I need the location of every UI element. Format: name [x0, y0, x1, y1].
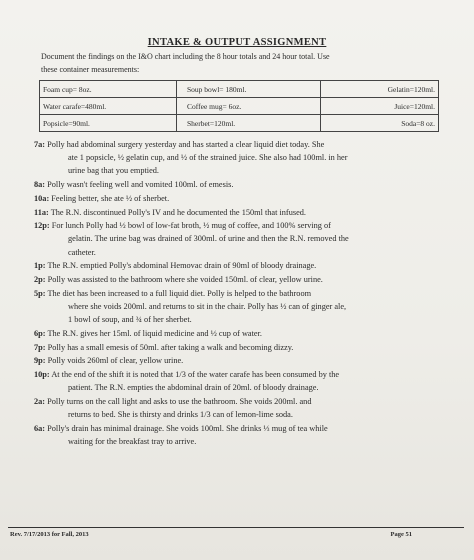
entry-time: 5p: [34, 288, 46, 298]
list-item [34, 287, 444, 327]
entry-text: Polly turns on the call light and asks to use the bathroom. She voids 200ml. and [47, 396, 312, 406]
table-row [40, 98, 439, 115]
list-item [34, 138, 444, 178]
container-measurements-table [39, 80, 439, 132]
entry-line [34, 192, 444, 205]
entry-text: The diet has been increased to a full liquid diet. Polly is helped to the bathroom [47, 288, 312, 298]
table-row [40, 81, 439, 98]
entry-line [34, 354, 444, 367]
entry-line [34, 287, 444, 300]
entry-line [34, 313, 444, 326]
entry-line [34, 300, 444, 313]
footer-divider [8, 527, 464, 528]
instructions [41, 50, 441, 76]
table-cell: Foam cup= 8oz. [40, 81, 177, 98]
entry-text: patient. The R.N. empties the abdominal drain of 20ml. of bloody drainage. [68, 383, 319, 393]
list-item [34, 206, 444, 219]
entry-time: 8a: [34, 180, 46, 190]
list-item [34, 219, 444, 259]
list-item [34, 178, 444, 191]
entry-time: 6p: [34, 328, 46, 338]
entry-text: 1 bowl of soup, and ¾ of her sherbet. [68, 315, 192, 325]
page-title: INTAKE & OUTPUT ASSIGNMENT [147, 37, 327, 48]
entry-line [34, 327, 444, 340]
entry-time: 7a: [34, 140, 46, 149]
table-cell: Popsicle=90ml. [40, 115, 177, 132]
entry-line [34, 273, 444, 286]
entry-line [34, 408, 444, 421]
footer-revision: Rev. 7/17/2013 for Fall, 2013 [10, 531, 89, 538]
list-item [34, 273, 444, 286]
entry-time: 10a: [34, 193, 50, 203]
entry-time: 12p: [34, 221, 50, 231]
entry-line [34, 164, 444, 177]
entry-line [34, 206, 444, 219]
instructions-line: these container measurements: [41, 65, 140, 74]
entry-time: 2p: [34, 275, 46, 285]
list-item [34, 368, 444, 394]
entry-text: The R.N. gives her 15ml. of liquid medicine and ½ cup of water. [47, 328, 262, 338]
entry-text: ate 1 popsicle, ½ gelatin cup, and ½ of the strained juice. She also had 100ml. in her [68, 153, 348, 163]
entry-time: 6a: [34, 423, 46, 433]
table-cell: Soup bowl= 180ml. [177, 81, 321, 98]
entry-line [34, 138, 444, 151]
footer-page-number: Page 51 [390, 531, 412, 538]
entry-line [34, 395, 444, 408]
list-item [34, 192, 444, 205]
table-cell: Juice=120ml. [321, 98, 439, 115]
entry-text: Polly's drain has minimal drainage. She voids 100ml. She drinks ⅓ mug of tea while [47, 423, 328, 433]
entry-text: The R.N. emptied Polly's abdominal Hemovac drain of 90ml of bloody drainage. [47, 261, 317, 271]
entry-text: Polly was assisted to the bathroom where she voided 150ml. of clear, yellow urine. [47, 275, 323, 285]
entry-line [34, 232, 444, 245]
list-item [34, 327, 444, 340]
entry-time: 1p: [34, 261, 46, 271]
entry-text: where she voids 200ml. and returns to sit in the chair. Polly has ½ can of ginger ale, [68, 301, 347, 311]
entry-text: waiting for the breakfast tray to arrive. [68, 436, 197, 446]
entry-line [34, 341, 444, 354]
scenario-entries [34, 138, 444, 449]
table-cell: Sherbet=120ml. [177, 115, 321, 132]
entry-text: catheter. [68, 247, 96, 257]
list-item [34, 341, 444, 354]
list-item [34, 259, 444, 272]
entry-line [34, 381, 444, 394]
entry-text: Polly wasn't feeling well and vomited 100ml. of emesis. [47, 180, 234, 190]
entry-text: Polly voids 260ml of clear, yellow urine. [47, 356, 184, 366]
list-item [34, 395, 444, 421]
entry-text: At the end of the shift it is noted that 1/3 of the water carafe has been consumed by the [51, 369, 340, 379]
entry-text: returns to bed. She is thirsty and drinks 1/3 can of lemon-lime soda. [68, 410, 293, 420]
entry-time: 9p: [34, 356, 46, 366]
entry-line [34, 435, 444, 448]
entry-text: Polly has a small emesis of 50ml. after taking a walk and becoming dizzy. [47, 342, 294, 352]
entry-line [34, 246, 444, 259]
entry-line [34, 368, 444, 381]
entry-text: gelatin. The urine bag was drained of 300ml. of urine and then the R.N. removed the [68, 234, 349, 244]
table-cell: Soda=8 oz. [321, 115, 439, 132]
entry-text: urine bag that you emptied. [68, 166, 160, 176]
entry-text: For lunch Polly had ½ bowl of low-fat broth, ½ mug of coffee, and 100% serving of [51, 221, 331, 231]
entry-text: Feeling better, she ate ½ of sherbet. [51, 193, 170, 203]
table-cell: Coffee mug= 6oz. [177, 98, 321, 115]
instructions-line: Document the findings on the I&O chart including the 8 hour totals and 24 hour total. Use [41, 52, 330, 61]
list-item [34, 422, 444, 448]
entry-line [34, 178, 444, 191]
table-row [40, 115, 439, 132]
entry-line [34, 151, 444, 164]
entry-text: Polly had abdominal surgery yesterday and has started a clear liquid diet today. She [47, 140, 325, 149]
entry-time: 10p: [34, 369, 50, 379]
entry-time: 7p: [34, 342, 46, 352]
table-cell: Gelatin=120ml. [321, 81, 439, 98]
table-cell: Water carafe=480ml. [40, 98, 177, 115]
entry-text: The R.N. discontinued Polly's IV and he documented the 150ml that infused. [50, 207, 306, 217]
entry-line [34, 422, 444, 435]
entry-time: 2a: [34, 396, 46, 406]
list-item [34, 354, 444, 367]
entry-line [34, 219, 444, 232]
entry-time: 11a: [34, 207, 49, 217]
entry-line [34, 259, 444, 272]
